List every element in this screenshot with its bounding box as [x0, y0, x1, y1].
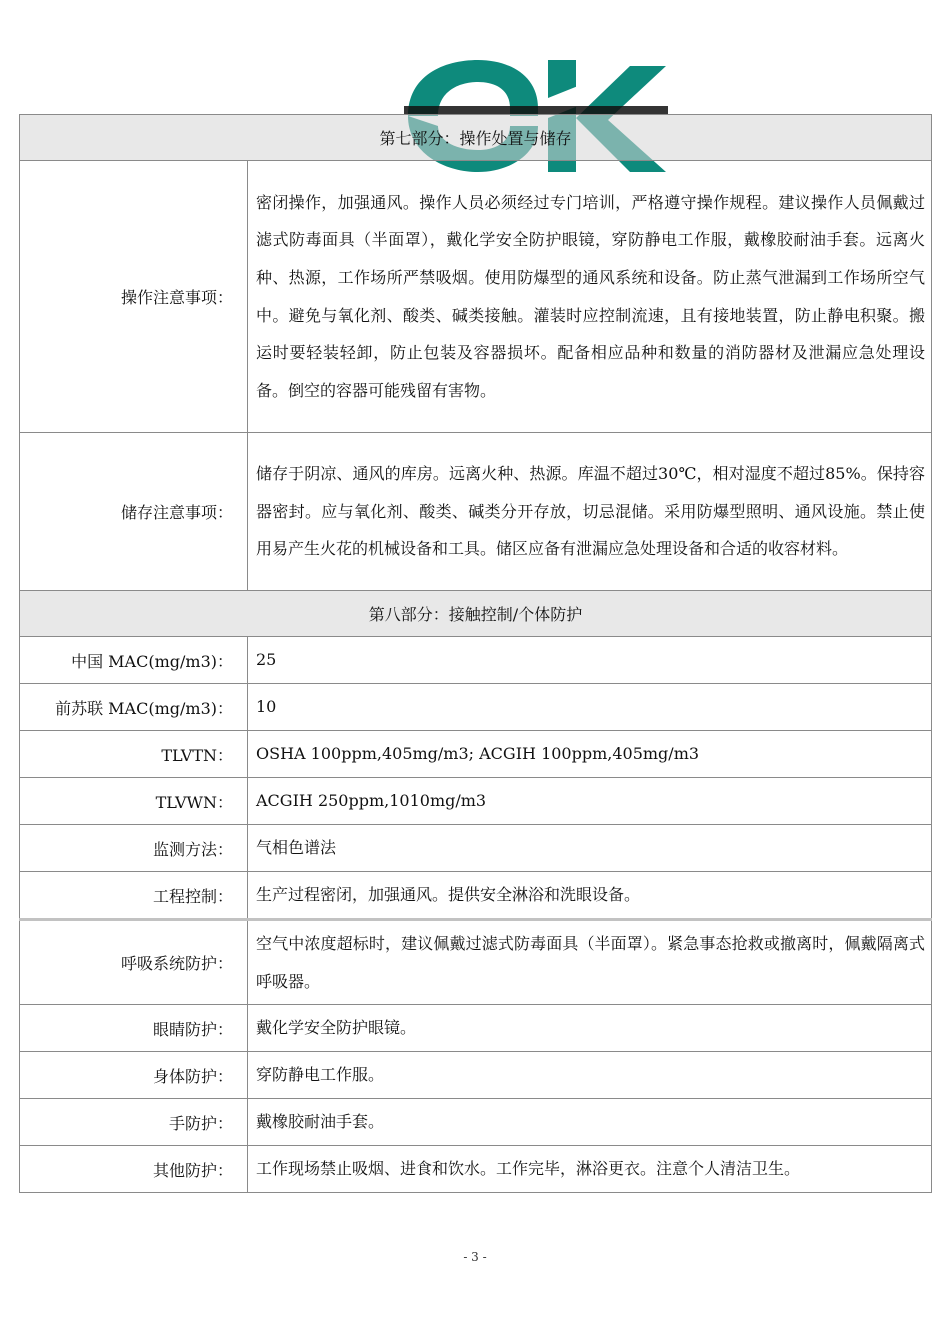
row-value: 气相色谱法: [248, 825, 932, 872]
row-label: 操作注意事项：: [20, 161, 248, 433]
table-row: [20, 433, 932, 591]
row-value: ACGIH 250ppm,1010mg/m3: [248, 778, 932, 825]
table-row: [20, 637, 932, 684]
row-label: 身体防护：: [20, 1052, 248, 1099]
msds-table: [19, 114, 932, 1193]
row-value: 穿防静电工作服。: [248, 1052, 932, 1099]
row-label: 手防护：: [20, 1099, 248, 1146]
row-value: 25: [248, 637, 932, 684]
row-value: 工作现场禁止吸烟、进食和饮水。工作完毕，淋浴更衣。注意个人清洁卫生。: [248, 1146, 932, 1193]
row-label: 工程控制：: [20, 872, 248, 920]
msds-page: [19, 114, 931, 1193]
row-label: 其他防护：: [20, 1146, 248, 1193]
row-label: 呼吸系统防护：: [20, 920, 248, 1005]
row-value: 生产过程密闭，加强通风。提供安全淋浴和洗眼设备。: [248, 872, 932, 920]
row-label: 监测方法：: [20, 825, 248, 872]
row-value: 储存于阴凉、通风的库房。远离火种、热源。库温不超过30℃，相对湿度不超过85%。保持容器密封。应与氧化剂、酸类、碱类分开存放，切忌混储。采用防爆型照明、通风设施。禁止使用易产生火花的机械设备和工具。储区应备有泄漏应急处理设备和合适的收容材料。: [248, 433, 932, 591]
row-value: OSHA 100ppm,405mg/m3; ACGIH 100ppm,405mg/m3: [248, 731, 932, 778]
row-label: 前苏联 MAC(mg/m3)：: [20, 684, 248, 731]
table-row: [20, 825, 932, 872]
section-title: 第八部分：接触控制/个体防护: [20, 591, 932, 637]
table-row: [20, 872, 932, 920]
row-label: 中国 MAC(mg/m3)：: [20, 637, 248, 684]
table-row: [20, 1099, 932, 1146]
row-label: TLVTN：: [20, 731, 248, 778]
table-row: [20, 731, 932, 778]
table-row: [20, 684, 932, 731]
section-header-row: [20, 115, 932, 161]
row-value: 密闭操作，加强通风。操作人员必须经过专门培训，严格遵守操作规程。建议操作人员佩戴过滤式防毒面具（半面罩），戴化学安全防护眼镜，穿防静电工作服，戴橡胶耐油手套。远离火种、热源，工作场所严禁吸烟。使用防爆型的通风系统和设备。防止蒸气泄漏到工作场所空气中。避免与氧化剂、酸类、碱类接触。灌装时应控制流速，且有接地装置，防止静电积聚。搬运时要轻装轻卸，防止包装及容器损坏。配备相应品种和数量的消防器材及泄漏应急处理设备。倒空的容器可能残留有害物。: [248, 161, 932, 433]
section-title: 第七部分：操作处置与储存: [20, 115, 932, 161]
row-value: 空气中浓度超标时，建议佩戴过滤式防毒面具（半面罩）。紧急事态抢救或撤离时，佩戴隔离式呼吸器。: [248, 920, 932, 1005]
row-label: TLVWN：: [20, 778, 248, 825]
table-row: [20, 920, 932, 1005]
row-value: 戴橡胶耐油手套。: [248, 1099, 932, 1146]
row-value: 10: [248, 684, 932, 731]
row-label: 储存注意事项：: [20, 433, 248, 591]
row-value: 戴化学安全防护眼镜。: [248, 1005, 932, 1052]
table-row: [20, 161, 932, 433]
page-number: - 3 -: [463, 1250, 487, 1264]
table-row: [20, 1052, 932, 1099]
row-label: 眼睛防护：: [20, 1005, 248, 1052]
table-row: [20, 778, 932, 825]
table-row: [20, 1146, 932, 1193]
table-row: [20, 1005, 932, 1052]
section-header-row: [20, 591, 932, 637]
